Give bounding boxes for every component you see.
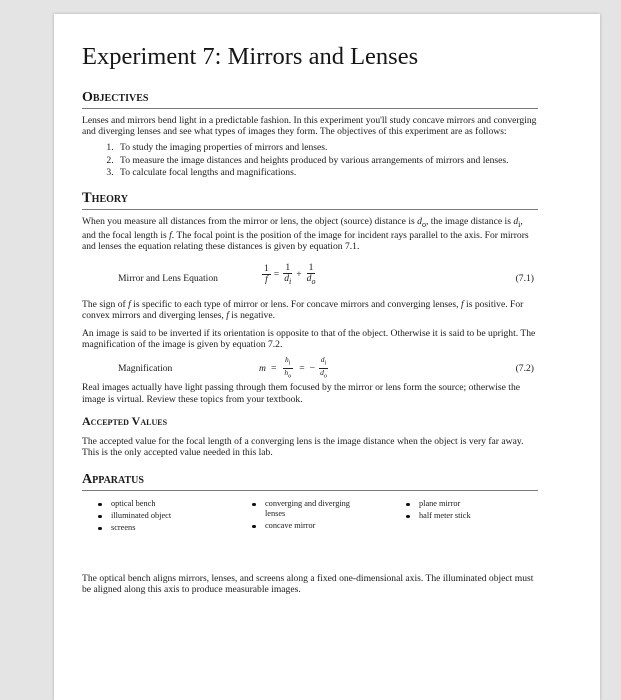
page-content (82, 40, 538, 596)
apparatus-item: converging and diverging lenses (252, 499, 402, 519)
apparatus-item: optical bench (98, 499, 248, 509)
apparatus-item: concave mirror (252, 521, 402, 531)
apparatus-column-1 (98, 499, 248, 535)
apparatus-column-2 (252, 499, 402, 533)
equation-formula: m = $\frac{h_i}{h_o}$ = − $\frac{d_i}{d_o}$ (259, 355, 327, 380)
equation-number: (7.1) (515, 272, 534, 284)
apparatus-item: illuminated object (98, 511, 248, 521)
objective-item: 2. To measure the image distances and heights produced by various arrangements of mirrors and lenses. (116, 155, 538, 166)
theory-paragraph-3: An image is said to be inverted if its orientation is opposite to that of the object. Otherwise it is said to be upright. The magnification of the image is given by equation 7.2. (82, 327, 536, 351)
apparatus-item: half meter stick (406, 511, 556, 521)
equation-label: Mirror and Lens Equation (118, 272, 218, 284)
theory-paragraph-4: Real images actually have light passing through them focused by the mirror or lens form the source; otherwise the image is virtual. Review these topics from your textbook. (82, 382, 520, 405)
page-title: Experiment 7: Mirrors and Lenses (82, 43, 419, 70)
equation-number: (7.2) (515, 363, 534, 375)
magnification-equation (82, 354, 538, 380)
objectives-list (82, 142, 538, 178)
theory-heading: Theory (82, 190, 538, 210)
closing-paragraph: The optical bench aligns mirrors, lenses, and screens along a fixed one-dimensional axis. The illuminated object must be aligned along this axis to produce measurable images. (82, 573, 534, 596)
accepted-values-heading: Accepted Values (82, 413, 168, 428)
apparatus-heading: Apparatus (82, 472, 538, 491)
apparatus-column-3 (406, 499, 556, 523)
objective-item: 1. To study the imaging properties of mirrors and lenses. (116, 142, 538, 153)
apparatus-item: plane mirror (406, 499, 556, 509)
apparatus-item: screens (98, 523, 248, 533)
equation-formula: $\frac{1}{f}$ = $\frac{1}{d_i}$ + $\frac{1}{d_o}$ (264, 261, 316, 286)
theory-paragraph-1: When you measure all distances from the mirror or lens, the object (source) distance is $d_o$, the image distance is $d_i$, and the focal length is f. The focal point is the position of the image for incident rays parallel to the axis. For mirrors and lenses the equation relating these distances is given by equation 7.1. (82, 216, 529, 253)
accepted-values-text: The accepted value for the focal length of a converging lens is the image distance when the object is very far away. This is the only accepted value needed in this lab. (82, 435, 524, 458)
objectives-intro: Lenses and mirrors bend light in a predictable fashion. In this experiment you'll study concave mirrors and converging and diverging lenses and see what types of images they form. The objectives of this experiment are as follows: (82, 115, 537, 138)
equation-label: Magnification (118, 363, 173, 375)
document-page (54, 14, 600, 700)
theory-paragraph-2: The sign of f is specific to each type of mirror or lens. For concave mirrors and converging lenses, f is positive. For convex mirrors and diverging lenses, f is negative. (82, 298, 524, 321)
mirror-lens-equation (82, 261, 538, 293)
objective-item: 3. To calculate focal lengths and magnifications. (116, 167, 538, 178)
apparatus-list (82, 499, 538, 557)
objectives-heading: Objectives (82, 90, 538, 109)
